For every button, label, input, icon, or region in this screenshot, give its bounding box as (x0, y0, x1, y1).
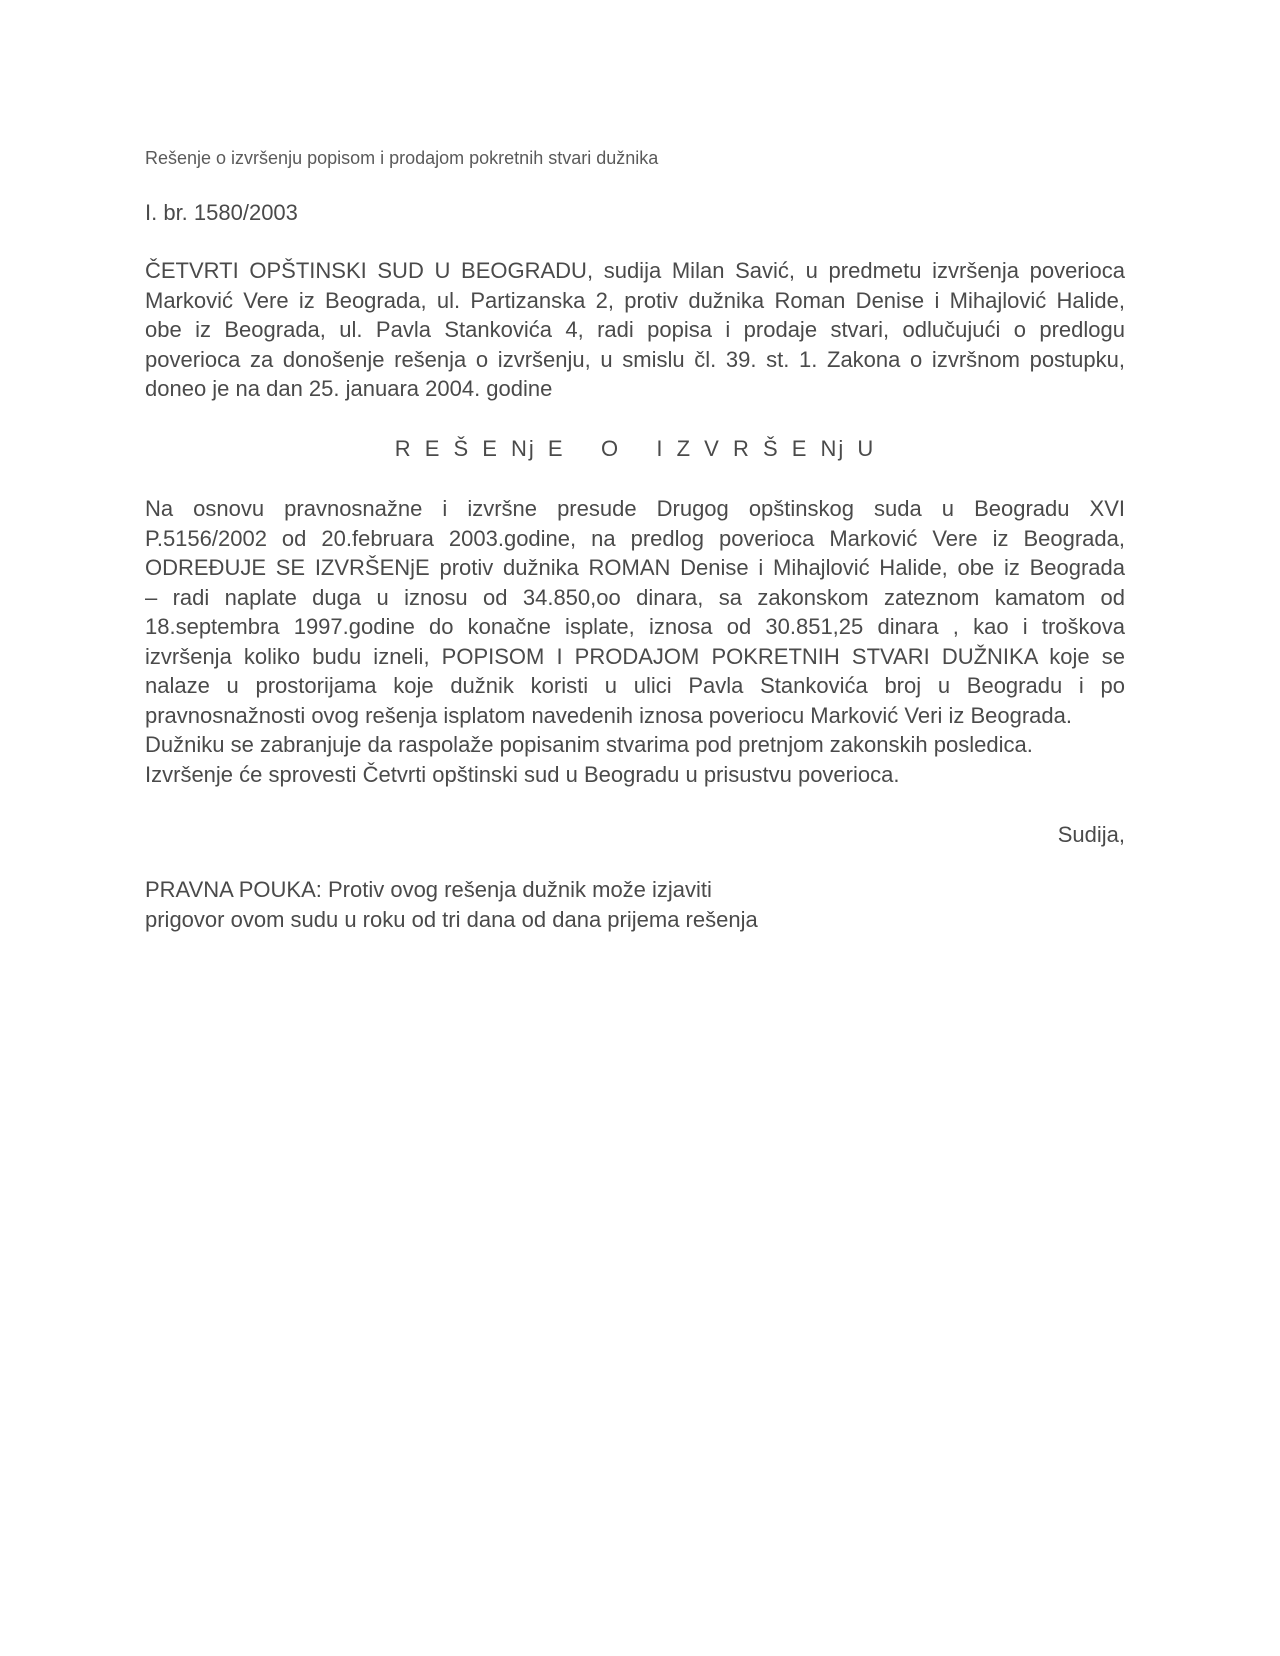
body-line: Na osnovu pravnosnažne i izvršne presude Drugog opštinskog suda u Beogradu XVI (145, 496, 1125, 521)
judge-signature-label: Sudija, (1057, 822, 1125, 847)
body-line: izvršenja koliko budu izneli, POPISOM I PRODAJOM POKRETNIH STVARI DUŽNIKA koje se (145, 643, 1125, 669)
intro-paragraph (145, 256, 1125, 404)
body-line: nalaze u prostorijama koje dužnik koristi u ulici Pavla Stankovića broj u Beogradu i po (145, 673, 1125, 698)
intro-line: ČETVRTI OPŠTINSKI SUD U BEOGRADU, sudija Milan Savić, u predmetu izvršenja poverioca (145, 258, 1125, 283)
body-line: Izvršenje će sprovesti Četvrti opštinski sud u Beogradu u prisustvu poverioca. (145, 761, 900, 787)
body-line: pravnosnažnosti ovog rešenja isplatom navedenih iznosa poveriocu Marković Veri iz Beograda. (145, 702, 1072, 728)
body-line: ODREĐUJE SE IZVRŠENjE protiv dužnika ROMAN Denise i Mihajlović Halide, obe iz Beograda (145, 555, 1125, 580)
body-line: Dužniku se zabranjuje da raspolaže popisanim stvarima pod pretnjom zakonskih posledica. (145, 732, 1033, 757)
legal-notice (145, 875, 758, 934)
body-line: 18.septembra 1997.godine do konačne isplate, iznosa od 30.851,25 dinara , kao i troškova (145, 614, 1125, 639)
body-line: – radi naplate duga u iznosu od 34.850,oo dinara, sa zakonskom zateznom kamatom od (145, 584, 1125, 610)
decision-heading: R E Š E Nj E O I Z V R Š E Nj U (394, 436, 876, 461)
intro-line: Marković Vere iz Beograda, ul. Partizanska 2, protiv dužnika Roman Denise i Mihajlović Halide, (145, 287, 1125, 313)
legal-notice-line: prigovor ovom sudu u roku od tri dana od dana prijema rešenja (145, 906, 758, 932)
legal-notice-line: PRAVNA POUKA: Protiv ovog rešenja dužnik može izjaviti (145, 877, 712, 902)
body-line: P.5156/2002 od 20.februara 2003.godine, na predlog poverioca Marković Vere iz Beograda, (145, 525, 1125, 551)
intro-line: obe iz Beograda, ul. Pavla Stankovića 4, radi popisa i prodaje stvari, odlučujući o predlogu (145, 317, 1125, 342)
intro-line: poverioca za donošenje rešenja o izvršenju, u smislu čl. 39. st. 1. Zakona o izvršnom postupku, (145, 346, 1125, 372)
case-number: I. br. 1580/2003 (145, 200, 298, 225)
intro-line: doneo je na dan 25. januara 2004. godine (145, 376, 553, 401)
document-title: Rešenje o izvršenju popisom i prodajom pokretnih stvari dužnika (145, 148, 659, 168)
decision-body (145, 494, 1125, 789)
